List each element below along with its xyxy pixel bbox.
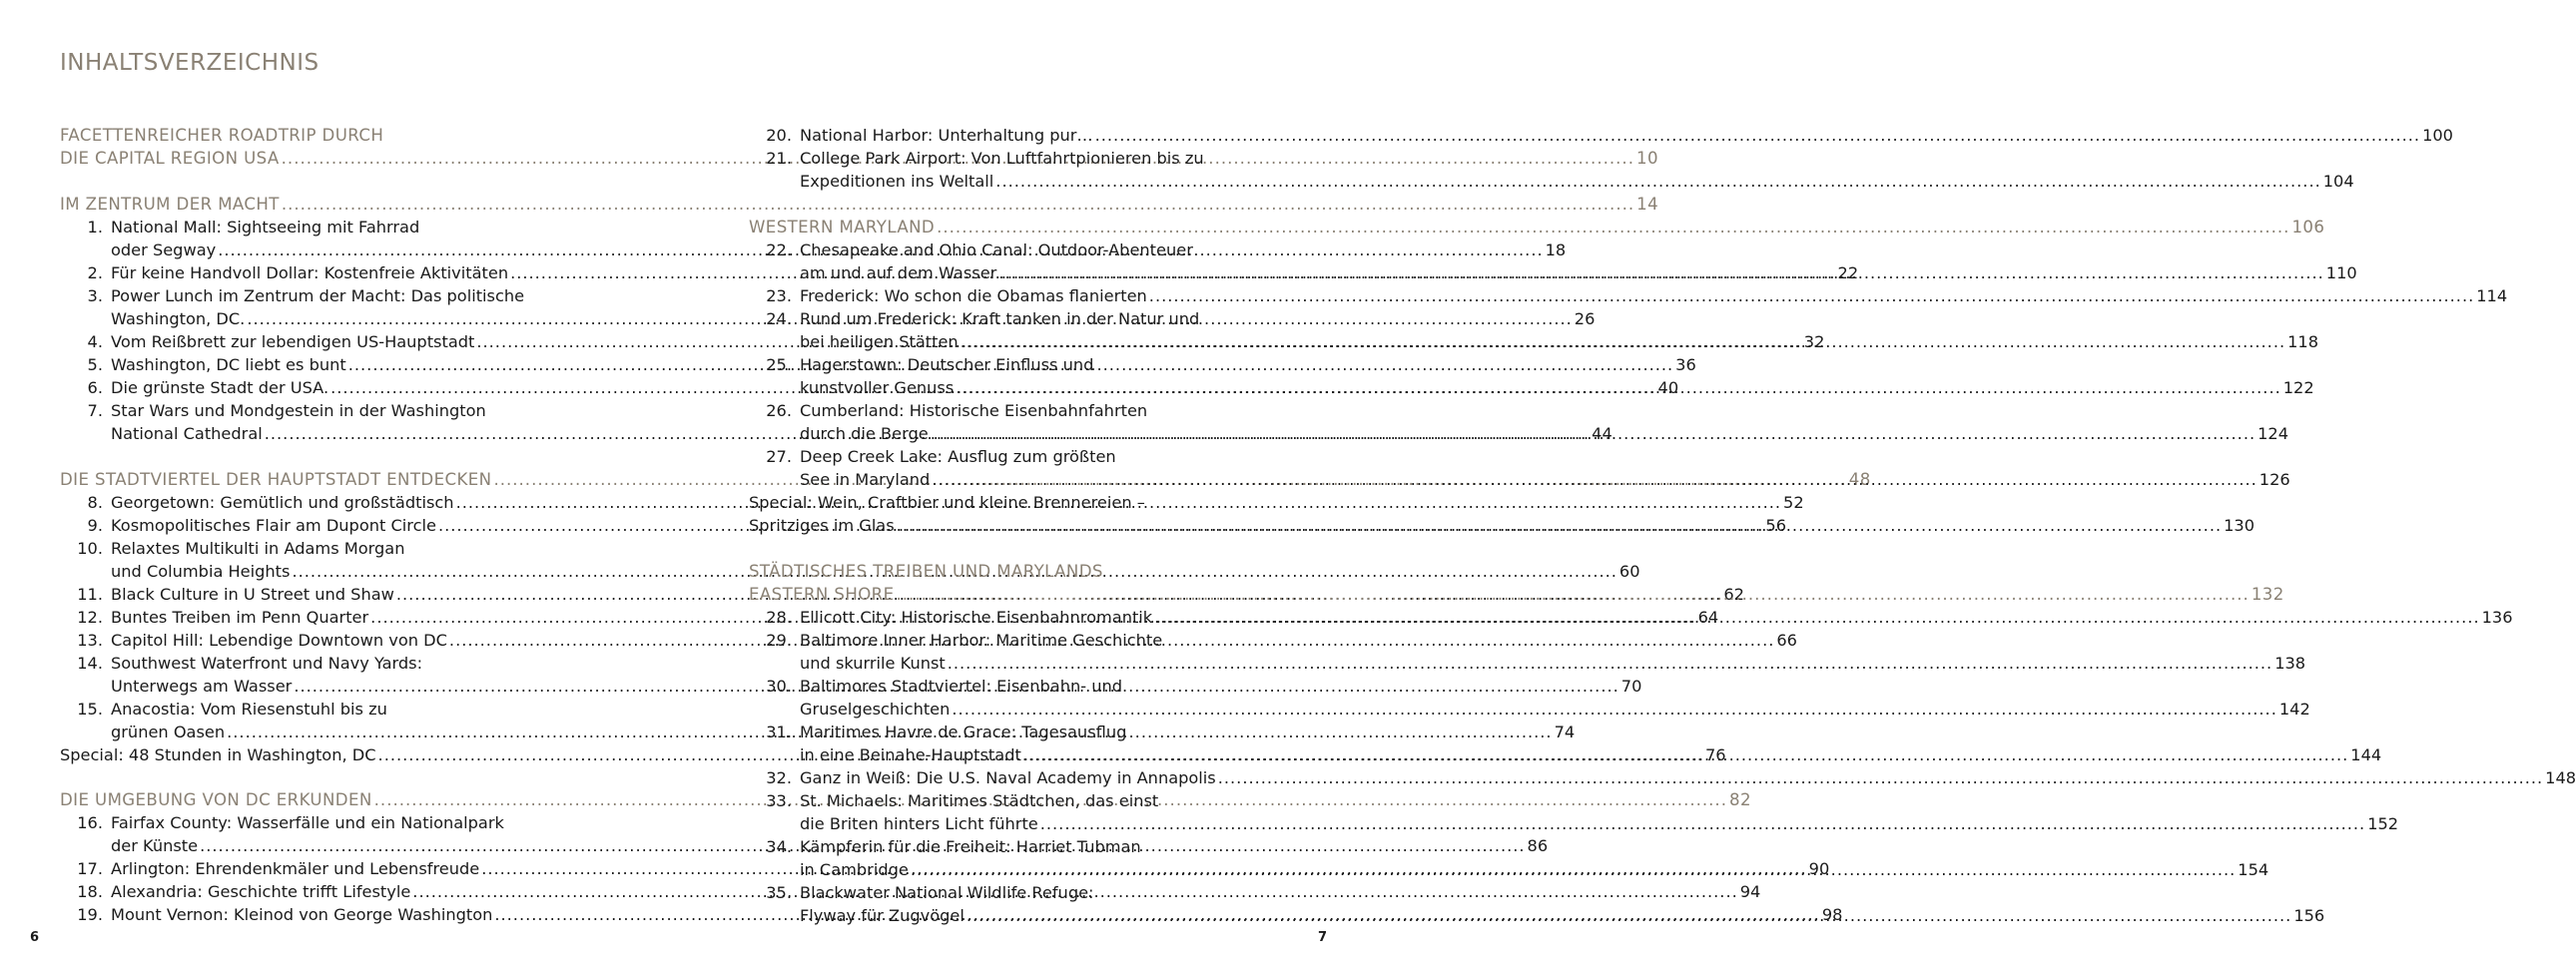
toc-entry: 27. Deep Creek Lake: Ausflug zum größten [766, 447, 1116, 466]
toc-entry-cont: in Cambridge ..... 154 [749, 858, 1291, 881]
toc-entry: 23. Frederick: Wo schon die Obamas flanierten ..... 114 [749, 284, 1291, 307]
section-heading: STÄDTISCHES TREIBEN UND MARYLANDS [749, 562, 1103, 581]
page-ref: 124 [2257, 424, 2289, 443]
page-ref: 70 [1620, 677, 1642, 696]
section-heading: WESTERN MARYLAND ..... 106 [749, 216, 1291, 239]
toc-entry: 9. Kosmopolitisches Flair am Dupont Circle ..... 56 [60, 514, 602, 537]
page-ref: 132 [2251, 585, 2284, 604]
page-ref: 52 [1783, 493, 1804, 512]
page-ref: 22 [1837, 263, 1859, 282]
page-title: INHALTSVERZEICHNIS [60, 50, 320, 76]
page-ref: 44 [1592, 424, 1612, 443]
page-ref: 104 [2322, 172, 2354, 191]
special-entry-cont: Spritziges im Glas ..... 130 [749, 514, 1291, 537]
page-ref: 98 [1821, 905, 1843, 924]
page-ref: 64 [1697, 608, 1719, 627]
toc-entry-cont: am und auf dem Wasser ..... 110 [749, 261, 1291, 284]
page-ref: 32 [1803, 332, 1825, 351]
toc-entry: 34. Kämpferin für die Freiheit: Harriet Tubman [766, 837, 1141, 856]
special-entry: Special: 48 Stunden in Washington, DC ..... 76 [60, 743, 602, 766]
page-ref: 118 [2287, 332, 2319, 351]
page-ref: 90 [1808, 859, 1830, 878]
page-number-right: 7 [1318, 930, 1328, 945]
section-heading: FACETTENREICHER ROADTRIP DURCH [60, 126, 384, 145]
toc-entry-cont: Washington, DC. ..... 26 [60, 307, 602, 330]
toc-entry-cont: Flyway für Zugvögel ..... 156 [749, 904, 1291, 927]
special-entry: Special: Wein, Craftbier und kleine Brennereien – [749, 493, 1145, 512]
toc-entry-cont: See in Maryland ..... 126 [749, 468, 1291, 491]
toc-entry-cont: Expeditionen ins Weltall ..... 104 [749, 170, 1291, 193]
toc-entry-cont: der Künste ..... 86 [60, 834, 602, 857]
toc-entry: 12. Buntes Treiben im Penn Quarter ..... 64 [60, 606, 602, 629]
toc-entry: 4. Vom Reißbrett zur lebendigen US-Hauptstadt ..... 32 [60, 330, 602, 353]
page-ref: 110 [2325, 263, 2357, 282]
toc-entry-cont: Gruselgeschichten ..... 142 [749, 698, 1291, 721]
toc-entry-cont: in eine Beinahe-Hauptstadt ..... 144 [749, 743, 1291, 766]
page-ref: 86 [1527, 836, 1549, 855]
page-ref: 142 [2278, 700, 2310, 719]
page-ref: 40 [1657, 378, 1679, 397]
toc-entry: 8. Georgetown: Gemütlich und großstädtisch ..... 52 [60, 491, 602, 514]
toc-entry-cont: die Briten hinters Licht führte ..... 152 [749, 812, 1291, 835]
page-ref: 114 [2476, 286, 2508, 305]
page-ref: 76 [1704, 745, 1726, 764]
toc-entry: 26. Cumberland: Historische Eisenbahnfahrten [766, 401, 1148, 420]
page-ref: 10 [1635, 149, 1658, 168]
page-ref: 66 [1776, 631, 1797, 650]
page-ref: 26 [1574, 309, 1596, 328]
page-ref: 82 [1729, 790, 1751, 809]
toc-entry-cont: National Cathedral ..... 44 [60, 422, 602, 445]
page-ref: 18 [1545, 241, 1567, 259]
toc-entry: 11. Black Culture in U Street und Shaw ..... 62 [60, 583, 602, 606]
page-ref: 144 [2350, 745, 2382, 764]
toc-entry: 29. Baltimore Inner Harbor: Maritime Geschichte [766, 631, 1163, 650]
page-ref: 36 [1675, 355, 1696, 374]
toc-entry: 3. Power Lunch im Zentrum der Macht: Das politische [87, 286, 525, 305]
toc-entry-cont: grünen Oasen ..... 74 [60, 721, 602, 743]
toc-entry: 30. Baltimores Stadtviertel: Eisenbahn- und [766, 677, 1123, 696]
toc-entry: 31. Maritimes Havre de Grace: Tagesausflug [766, 723, 1127, 741]
toc-entry: 24. Rund um Frederick: Kraft tanken in der Natur und [766, 309, 1200, 328]
toc-entry: 28. Ellicott City: Historische Eisenbahnromantik ..... 136 [749, 606, 1291, 629]
page-ref: 100 [2422, 126, 2453, 145]
toc-entry: 35. Blackwater National Wildlife Refuge: [766, 883, 1094, 902]
page-ref: 138 [2274, 654, 2306, 673]
page-ref: 136 [2481, 608, 2513, 627]
toc-entry-cont: Unterwegs am Wasser ..... 70 [60, 675, 602, 698]
page-ref: 14 [1636, 195, 1659, 214]
toc-entry: 14. Southwest Waterfront und Navy Yards: [77, 654, 423, 673]
toc-entry: 17. Arlington: Ehrendenkmäler und Lebensfreude ..... 90 [60, 857, 602, 880]
section-heading: IM ZENTRUM DER MACHT ..... 14 [60, 193, 602, 216]
toc-entry: 5. Washington, DC liebt es bunt ..... 36 [60, 353, 602, 376]
page-ref: 148 [2545, 768, 2576, 787]
page-ref: 152 [2367, 814, 2399, 833]
toc-entry: 33. St. Michaels: Maritimes Städtchen, das einst [766, 791, 1159, 810]
toc-entry: 32. Ganz in Weiß: Die U.S. Naval Academy in Annapolis ..... 148 [749, 766, 1291, 789]
toc-entry: 1. National Mall: Sightseeing mit Fahrrad [87, 218, 420, 237]
toc-entry: 22. Chesapeake and Ohio Canal: Outdoor-Abenteuer [766, 241, 1193, 259]
toc-entry: 10. Relaxtes Multikulti in Adams Morgan [77, 539, 405, 558]
page-ref: 62 [1723, 585, 1744, 604]
page-ref: 74 [1554, 723, 1576, 741]
toc-entry: 15. Anacostia: Vom Riesenstuhl bis zu [77, 700, 387, 719]
toc-entry: 7. Star Wars und Mondgestein in der Washington [87, 401, 486, 420]
page-ref: 56 [1765, 516, 1786, 535]
page-ref: 130 [2224, 516, 2255, 535]
page-ref: 154 [2238, 860, 2269, 879]
toc-entry: 25. Hagerstown: Deutscher Einfluss und [766, 355, 1094, 374]
page-ref: 156 [2293, 906, 2325, 925]
page-ref: 94 [1739, 882, 1761, 901]
toc-entry-cont: durch die Berge ..... 124 [749, 422, 1291, 445]
toc-entry-cont: und skurrile Kunst ..... 138 [749, 652, 1291, 675]
toc-entry-cont: oder Segway ..... 18 [60, 239, 602, 261]
toc-entry: 18. Alexandria: Geschichte trifft Lifestyle ..... 94 [60, 880, 602, 903]
toc-entry: 20. National Harbor: Unterhaltung pur… ..... 100 [749, 124, 1291, 147]
section-heading: EASTERN SHORE ..... 132 [749, 583, 1291, 606]
page-number-left: 6 [30, 930, 40, 945]
toc-entry-cont: und Columbia Heights ..... 60 [60, 560, 602, 583]
page-ref: 126 [2258, 470, 2290, 489]
toc-entry-cont: kunstvoller Genuss ..... 122 [749, 376, 1291, 399]
section-heading: DIE CAPITAL REGION USA ..... 10 [60, 147, 602, 170]
toc-entry: 21. College Park Airport: Von Luftfahrtpionieren bis zu [766, 149, 1204, 168]
page-ref: 106 [2291, 218, 2325, 237]
page-ref: 122 [2282, 378, 2314, 397]
toc-entry: 19. Mount Vernon: Kleinod von George Washington ..... 98 [60, 903, 602, 926]
page-ref: 60 [1618, 562, 1640, 581]
section-heading: DIE STADTVIERTEL DER HAUPTSTADT ENTDECKEN ..... 48 [60, 468, 602, 491]
toc-entry-cont: bei heiligen Stätten ..... 118 [749, 330, 1291, 353]
toc-entry: 6. Die grünste Stadt der USA. ..... 40 [60, 376, 602, 399]
toc-entry: 2. Für keine Handvoll Dollar: Kostenfreie Aktivitäten ..... 22 [60, 261, 602, 284]
section-heading: DIE UMGEBUNG VON DC ERKUNDEN ..... 82 [60, 788, 602, 811]
toc-entry: 16. Fairfax County: Wasserfälle und ein Nationalpark [77, 813, 504, 832]
page-ref: 48 [1848, 470, 1871, 489]
toc-entry: 13. Capitol Hill: Lebendige Downtown von DC ..... 66 [60, 629, 602, 652]
